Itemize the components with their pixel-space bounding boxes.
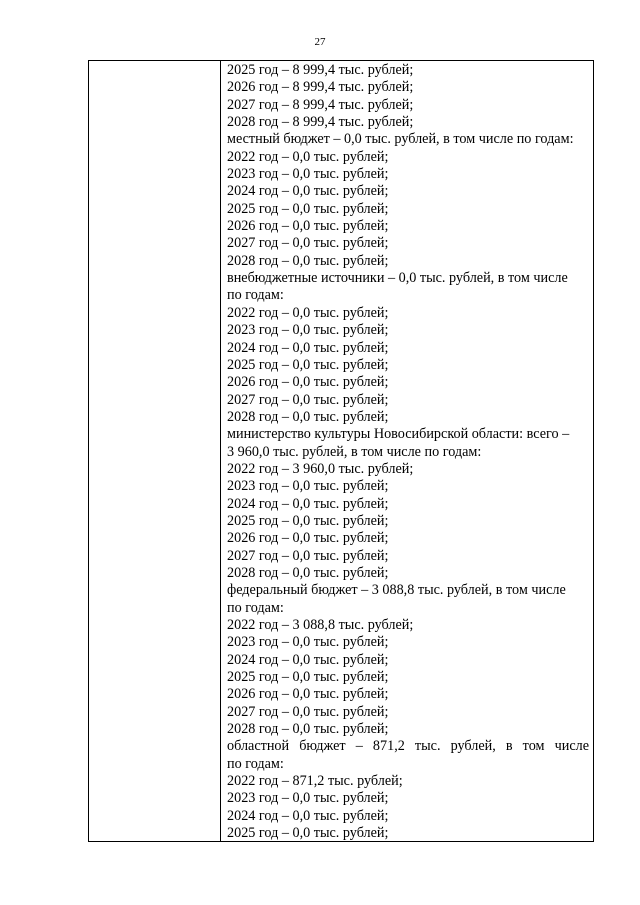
table-text-line: 2024 год – 0,0 тыс. рублей; [227,495,389,512]
table-left-column [89,61,221,841]
table-text-line: 2024 год – 0,0 тыс. рублей; [227,183,389,200]
table-text-line: 2026 год – 0,0 тыс. рублей; [227,686,389,703]
table-text-line: министерство культуры Новосибирской области: всего – [227,426,570,443]
table-text-line: по годам: [227,755,284,772]
table-text-line: 2027 год – 0,0 тыс. рублей; [227,703,389,720]
table-text-line: 2026 год – 0,0 тыс. рублей; [227,530,389,547]
table-text-line: 2023 год – 0,0 тыс. рублей; [227,478,389,495]
table-text-line: 2028 год – 0,0 тыс. рублей; [227,252,389,269]
table-text-line: 2025 год – 0,0 тыс. рублей; [227,669,389,686]
table-text-line: 2026 год – 0,0 тыс. рублей; [227,218,389,235]
table-text-line: 2027 год – 0,0 тыс. рублей; [227,235,389,252]
table-text-line: 2022 год – 871,2 тыс. рублей; [227,773,403,790]
table-text-line: 2024 год – 0,0 тыс. рублей; [227,807,389,824]
table-text-line: 2025 год – 0,0 тыс. рублей; [227,825,389,841]
financing-table [88,60,594,842]
table-text-line: 2023 год – 0,0 тыс. рублей; [227,634,389,651]
table-text-line: областной бюджет – 871,2 тыс. рублей, в том числе [227,738,589,755]
table-text-line: 2022 год – 3 960,0 тыс. рублей; [227,460,414,477]
table-text-line: 2028 год – 0,0 тыс. рублей; [227,408,389,425]
table-text-line: 2023 год – 0,0 тыс. рублей; [227,322,389,339]
table-text-line: 2028 год – 0,0 тыс. рублей; [227,721,389,738]
table-text-line: 2022 год – 3 088,8 тыс. рублей; [227,617,414,633]
table-text-line: 2026 год – 8 999,4 тыс. рублей; [227,79,414,96]
table-text-line: 2026 год – 0,0 тыс. рублей; [227,374,389,391]
table-text-line: федеральный бюджет – 3 088,8 тыс. рублей, в том числе [227,582,566,599]
table-text-line: 2028 год – 8 999,4 тыс. рублей; [227,114,414,131]
table-text-line: по годам: [227,599,284,616]
table-text-line: 2022 год – 0,0 тыс. рублей; [227,304,389,321]
table-right-column [221,61,593,841]
table-text-line: 2023 год – 0,0 тыс. рублей; [227,166,389,183]
table-text-line: 2024 год – 0,0 тыс. рублей; [227,651,389,668]
table-text-line: 2025 год – 0,0 тыс. рублей; [227,200,389,217]
table-text-line: 2025 год – 0,0 тыс. рублей; [227,356,389,373]
table-text-line: 2022 год – 0,0 тыс. рублей; [227,148,389,165]
page-number: 27 [314,36,326,48]
table-text-line: 2027 год – 0,0 тыс. рублей; [227,391,389,408]
table-text-line: 2025 год – 8 999,4 тыс. рублей; [227,62,414,78]
table-text-line: внебюджетные источники – 0,0 тыс. рублей, в том числе [227,270,568,287]
table-text-line: 2028 год – 0,0 тыс. рублей; [227,564,389,581]
table-text-line: 2025 год – 0,0 тыс. рублей; [227,512,389,529]
table-text-line: 3 960,0 тыс. рублей, в том числе по годам: [227,443,482,460]
table-text-line: местный бюджет – 0,0 тыс. рублей, в том числе по годам: [227,131,574,148]
table-text-line: 2024 год – 0,0 тыс. рублей; [227,339,389,356]
table-text-line: 2027 год – 8 999,4 тыс. рублей; [227,96,414,113]
table-text-line: 2027 год – 0,0 тыс. рублей; [227,547,389,564]
table-text-line: по годам: [227,287,284,304]
table-text-line: 2023 год – 0,0 тыс. рублей; [227,790,389,807]
